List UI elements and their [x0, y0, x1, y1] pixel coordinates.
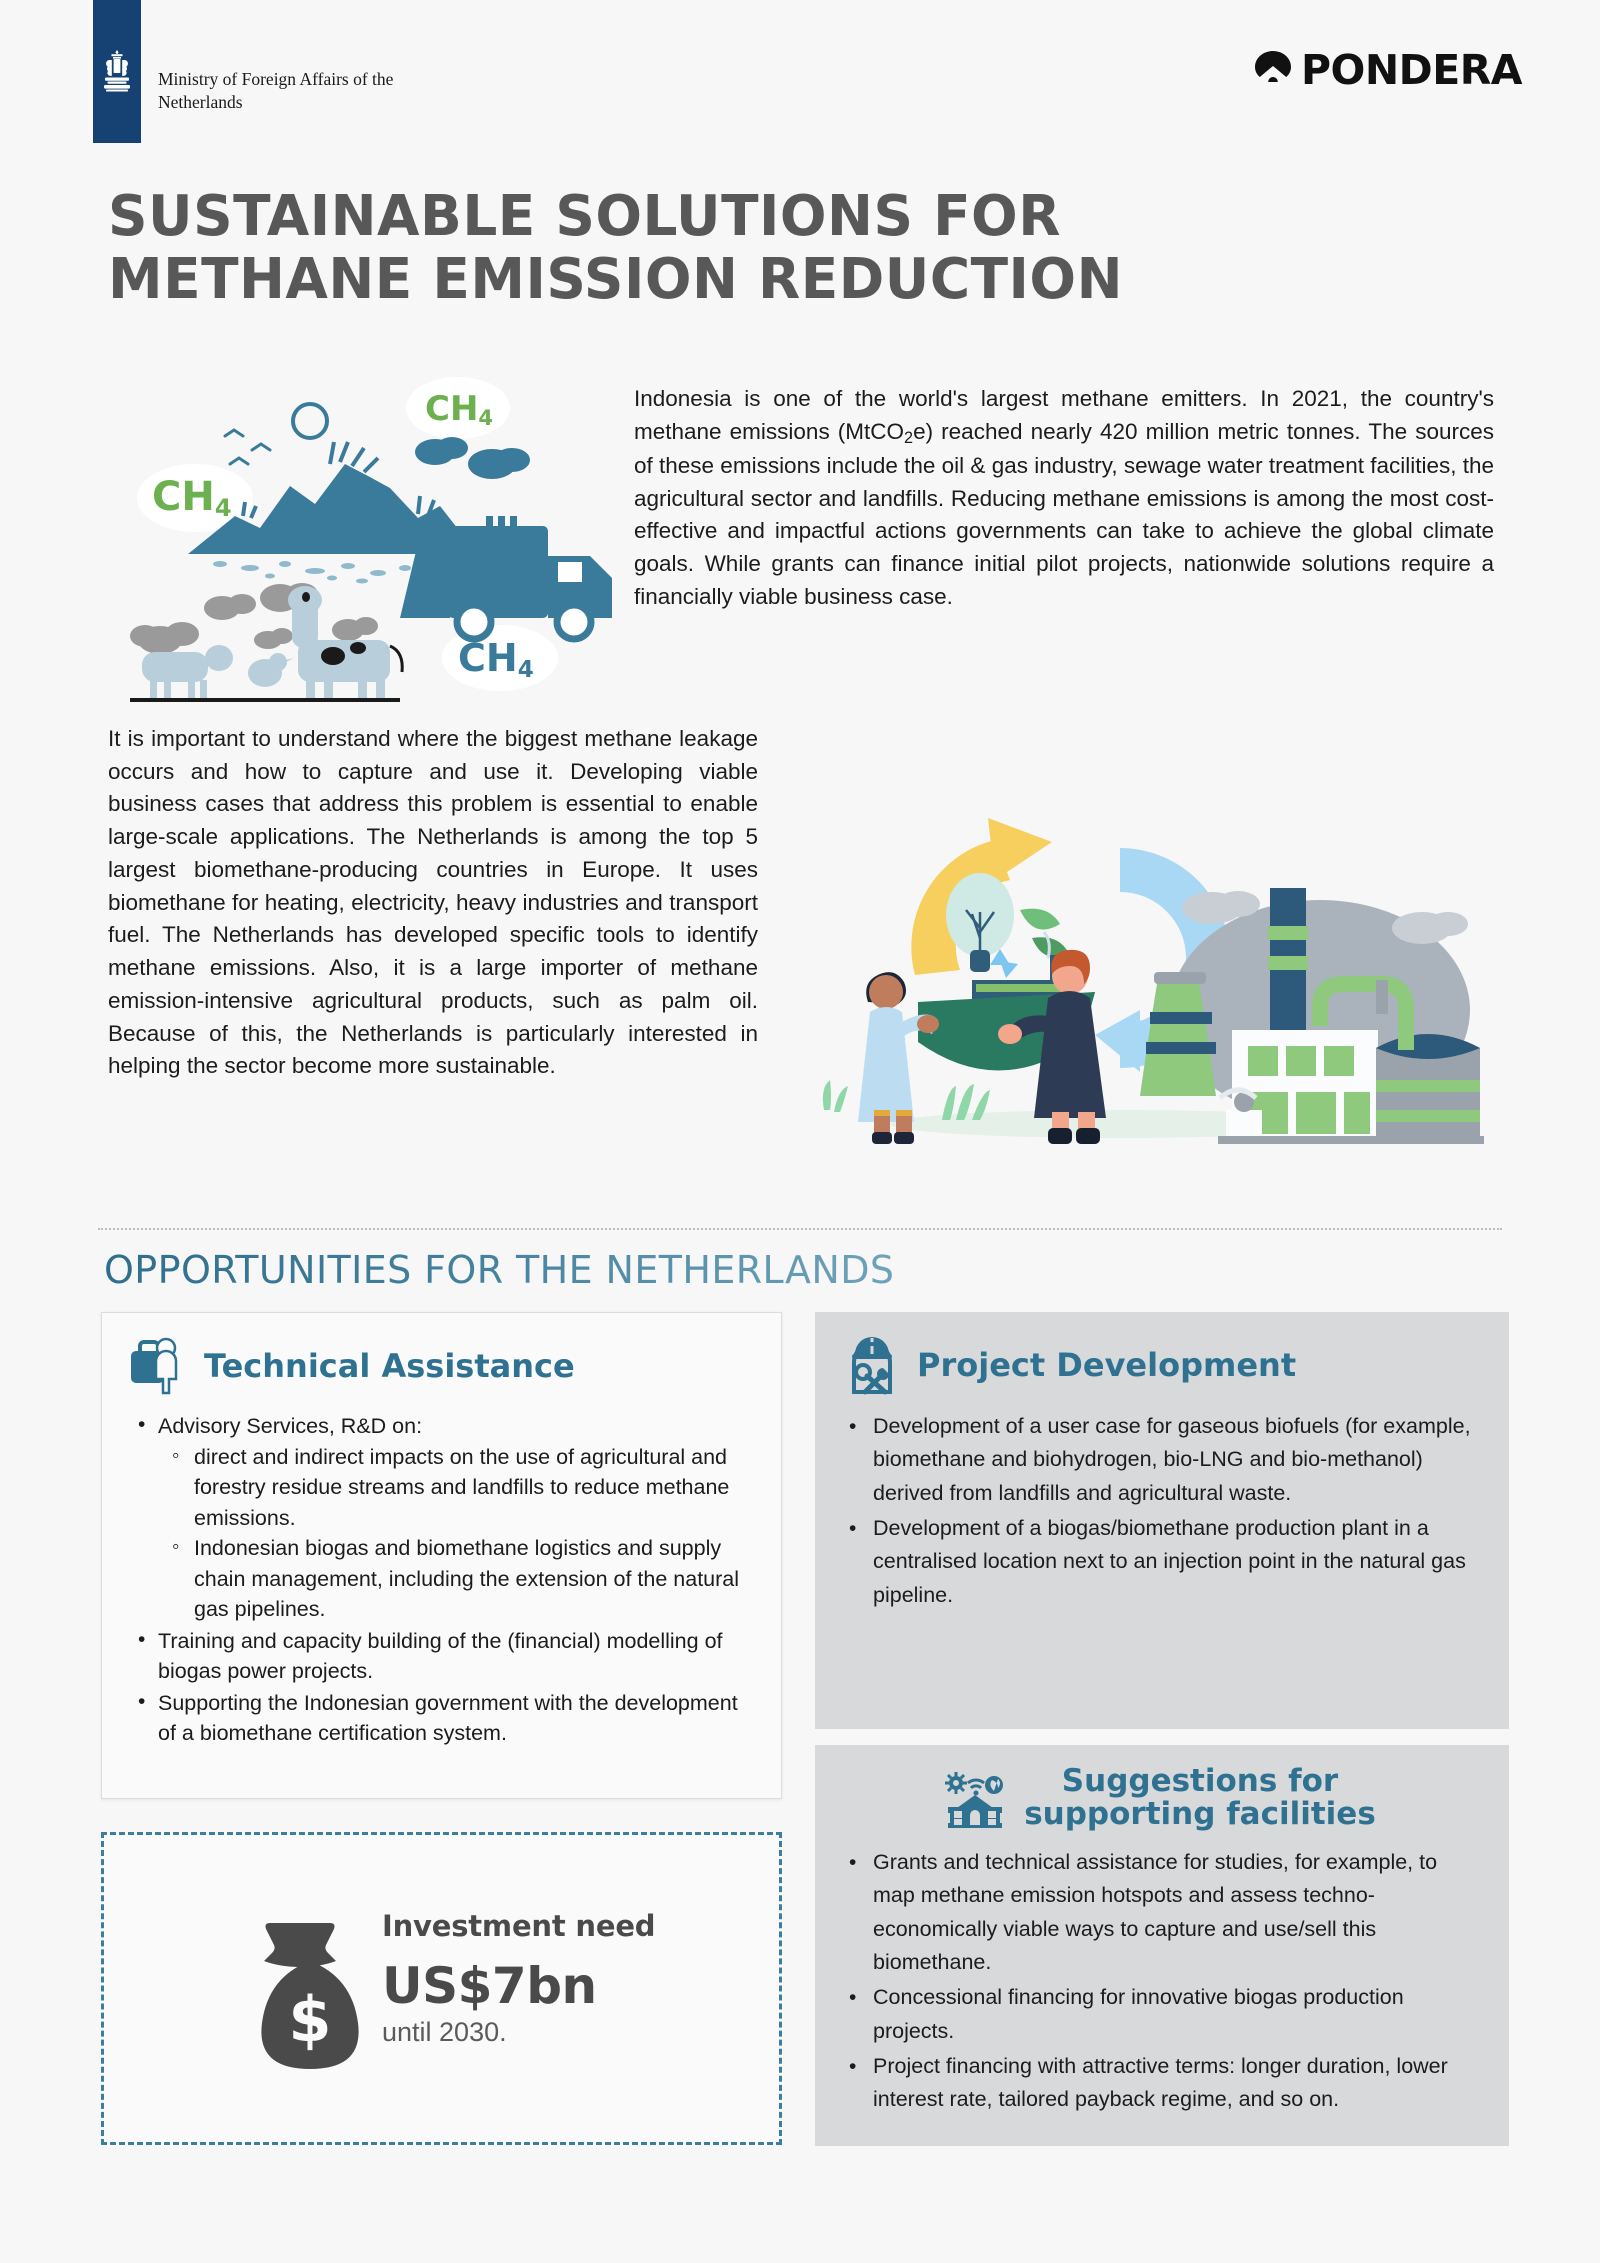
- list-item: • Concessional financing for innovative biogas production projects.: [841, 1981, 1479, 2048]
- list-item: • Development of a user case for gaseous biofuels (for example, biomethane and biohydrogen, bio-LNG and bio-methanol) derived from landfills and agricultural waste.: [841, 1410, 1479, 1510]
- section-heading: OPPORTUNITIES FOR THE NETHERLANDS: [104, 1248, 895, 1292]
- card-header-supporting-facilities: [841, 1765, 1479, 1832]
- ch4-label-top: CH4: [425, 389, 494, 430]
- card-header-project-development: [841, 1334, 1479, 1396]
- investment-need-label: Investment need: [382, 1909, 656, 1943]
- page-title-line1: SUSTAINABLE SOLUTIONS FOR: [108, 184, 1061, 249]
- card-project-development: [815, 1312, 1509, 1729]
- project-development-bullets: [841, 1410, 1479, 1612]
- briefcase-person-icon: [128, 1335, 190, 1397]
- list-item: • Supporting the Indonesian government with the development of a biomethane certification system.: [128, 1688, 755, 1749]
- technical-assistance-subbullets: [158, 1442, 755, 1625]
- card-title-supporting-facilities: [1024, 1765, 1376, 1832]
- debris: [213, 561, 411, 584]
- list-item: ◦ direct and indirect impacts on the use of agricultural and forestry residue streams and landfills to reduce methane emissions.: [158, 1442, 755, 1534]
- pondera-mark-icon: [1249, 46, 1297, 94]
- card-title-line1: Suggestions for: [1061, 1763, 1339, 1799]
- livestock-icon: [130, 583, 402, 702]
- ministry-name-line1: Ministry of Foreign Affairs of the: [158, 69, 394, 89]
- intro-paragraph-post: e) reached nearly 420 million metric tonnes. The sources of these emissions include the oil & gas industry, sewage water treatment facilities, the agricultural sector and landfills. Reducing methane emissions is among the most cost-effective and impactful actions governments can take to achieve the global climate goals. While grants can finance initial pilot projects, nationwide solutions require a financially viable business case.: [634, 418, 1495, 609]
- intro-paragraph-pre: Indonesia is one of the world's largest methane emitters. In 2021, the country's methane emissions (MtCO: [634, 386, 1494, 444]
- ministry-logo: [93, 0, 393, 143]
- technical-assistance-bullets: [128, 1411, 755, 1749]
- smoke-clouds-icon: [415, 437, 530, 479]
- money-bag-icon: [256, 1919, 364, 2069]
- card-investment-need: [101, 1832, 782, 2145]
- investment-need-note: until 2030.: [382, 2017, 507, 2047]
- list-item: ◦ Indonesian biogas and biomethane logistics and supply chain management, including the extension of the natural gas pipelines.: [158, 1533, 755, 1625]
- list-item: • Grants and technical assistance for studies, for example, to map methane emission hotspots and assess techno-economically viable ways to capture and use/sell this biomethane.: [841, 1846, 1479, 1979]
- investment-need-content: [256, 1897, 655, 2069]
- svg-text:$: $: [288, 1983, 332, 2056]
- page-header: [0, 0, 1600, 150]
- page-title-line2: METHANE EMISSION REDUCTION: [108, 246, 1124, 312]
- ch4-label-left: CH4: [152, 474, 232, 522]
- ministry-logo-bar: [93, 0, 141, 143]
- section-divider: [98, 1228, 1502, 1230]
- ministry-name-line2: Netherlands: [158, 91, 243, 112]
- smart-building-icon: [944, 1767, 1006, 1829]
- methane-emissions-illustration: [100, 368, 630, 703]
- card-supporting-facilities: [815, 1745, 1509, 2146]
- pondera-logo: [1249, 46, 1522, 94]
- ch4-label-bottom: CH4: [458, 636, 534, 683]
- bullet-text: Advisory Services, R&D on:: [158, 1414, 423, 1438]
- ministry-name: [158, 68, 393, 114]
- second-paragraph: It is important to understand where the biggest methane leakage occurs and how to capture and use it. Developing viable business cases that address this problem is essential to enable large-scale applications. The Netherlands is among the top 5 largest biomethane-producing countries in Europe. It uses biomethane for heating, electricity, heavy industries and transport fuel. The Netherlands has developed specific tools to identify methane emissions. Also, it is a large importer of methane emission-intensive agricultural products, such as palm oil. Because of this, the Netherlands is particularly interested in helping the sector become more sustainable.: [108, 726, 758, 1079]
- list-item: • Project financing with attractive terms: longer duration, lower interest rate, tailored payback regime, and so on.: [841, 2050, 1479, 2117]
- netherlands-coat-of-arms-icon: [100, 48, 134, 96]
- supporting-facilities-bullets: [841, 1846, 1479, 2117]
- page-title: [108, 186, 1411, 311]
- card-title-line2: supporting facilities: [1024, 1796, 1376, 1833]
- sun-icon: [293, 404, 327, 438]
- list-item: • Training and capacity building of the (financial) modelling of biogas power projects.: [128, 1626, 755, 1687]
- investment-need-amount: US$7bn: [382, 1957, 597, 2015]
- engineer-wrench-icon: [841, 1334, 903, 1396]
- intro-paragraph: [634, 383, 1494, 613]
- investment-need-text: [382, 1897, 655, 2048]
- card-header-technical-assistance: [128, 1335, 755, 1397]
- card-title-technical-assistance: Technical Assistance: [204, 1346, 575, 1385]
- list-item: • Development of a biogas/biomethane production plant in a centralised location next to an injection point in the natural gas pipeline.: [841, 1512, 1479, 1612]
- pondera-wordmark: PONDERA: [1300, 45, 1522, 94]
- list-item: [128, 1411, 755, 1625]
- intro-subscript: 2: [904, 428, 914, 447]
- card-title-project-development: Project Development: [917, 1345, 1297, 1384]
- card-technical-assistance: [101, 1312, 782, 1799]
- birds-icon: [225, 430, 270, 464]
- circular-economy-illustration: [820, 780, 1490, 1152]
